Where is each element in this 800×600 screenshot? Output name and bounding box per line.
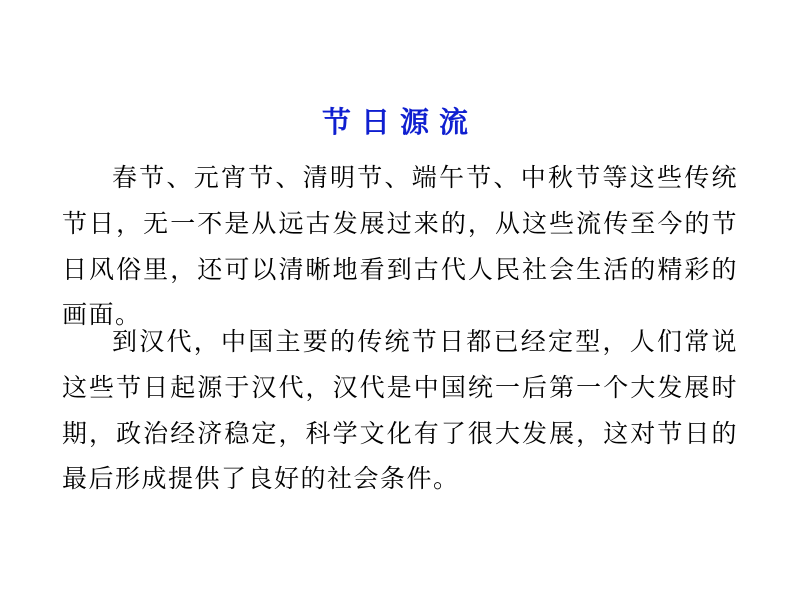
paragraph-han-dynasty: 到汉代，中国主要的传统节日都已经定型，人们常说这些节日起源于汉代，汉代是中国统一后第一个大发展时期，政治经济稳定，科学文化有了很大发展，这对节日的最后形成提供了良好的社会条件。	[62, 327, 738, 494]
document-title: 节日源流	[321, 105, 478, 139]
paragraph-festival-origins: 春节、元宵节、清明节、端午节、中秋节等这些传统节日，无一不是从远古发展过来的，从这些流传至今的节日风俗里，还可以清晰地看到古代人民社会生活的精彩的画面。	[62, 163, 738, 330]
